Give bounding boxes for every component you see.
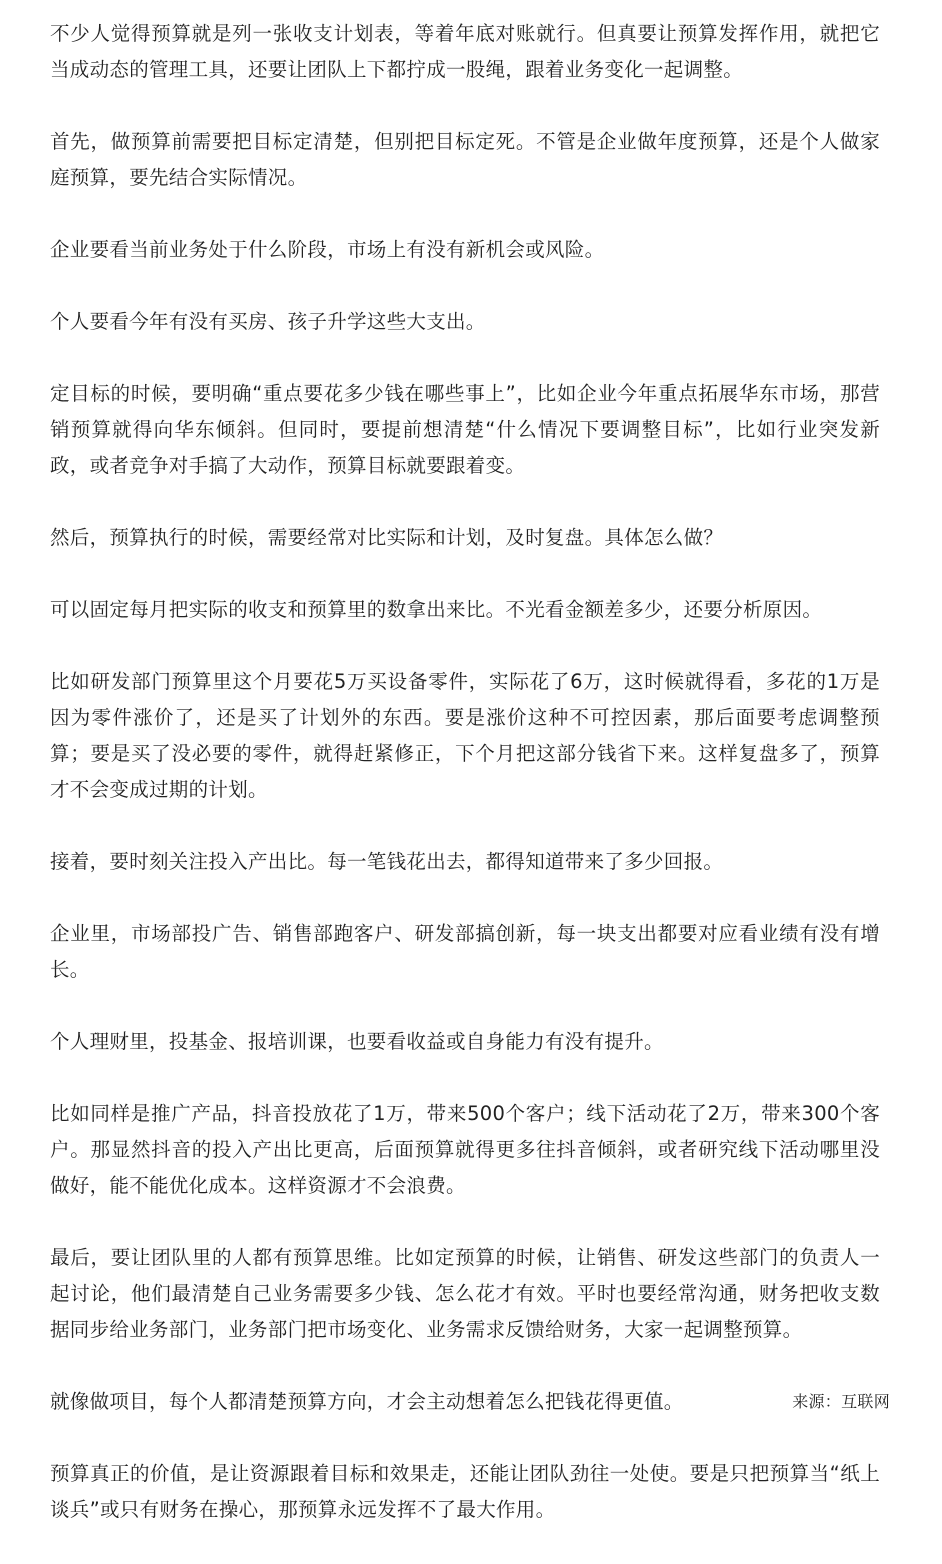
paragraph-1: 不少人觉得预算就是列一张收支计划表，等着年底对账就行。但真要让预算发挥作用，就把它当成动态的管理工具，还要让团队上下都拧成一股绳，跟着业务变化一起调整。 <box>50 22 880 81</box>
paragraph-12: 比如同样是推广产品，抖音投放花了1万，带来500个客户；线下活动花了2万，带来300个客户。那显然抖音的投入产出比更高，后面预算就得更多往抖音倾斜，或者研究线下活动哪里没做好，能不能优化成本。这样资源才不会浪费。 <box>50 1102 880 1197</box>
paragraph-9: 接着，要时刻关注投入产出比。每一笔钱花出去，都得知道带来了多少回报。 <box>50 850 724 873</box>
paragraph-11: 个人理财里，投基金、报培训课，也要看收益或自身能力有没有提升。 <box>50 1030 664 1053</box>
paragraph-14-row <box>50 1384 890 1420</box>
paragraph-2: 首先，做预算前需要把目标定清楚，但别把目标定死。不管是企业做年度预算，还是个人做家庭预算，要先结合实际情况。 <box>50 130 880 189</box>
paragraph-13: 最后，要让团队里的人都有预算思维。比如定预算的时候，让销售、研发这些部门的负责人一起讨论，他们最清楚自己业务需要多少钱、怎么花才有效。平时也要经常沟通，财务把收支数据同步给业务部门，业务部门把市场变化、业务需求反馈给财务，大家一起调整预算。 <box>50 1246 880 1341</box>
paragraph-5: 定目标的时候，要明确“重点要花多少钱在哪些事上”，比如企业今年重点拓展华东市场，那营销预算就得向华东倾斜。但同时，要提前想清楚“什么情况下要调整目标”，比如行业突发新政，或者竞争对手搞了大动作，预算目标就要跟着变。 <box>50 382 880 477</box>
paragraph-7: 可以固定每月把实际的收支和预算里的数拿出来比。不光看金额差多少，还要分析原因。 <box>50 598 823 621</box>
article-body <box>50 16 890 1564</box>
paragraph-10: 企业里，市场部投广告、销售部跑客户、研发部搞创新，每一块支出都要对应看业绩有没有增长。 <box>50 922 880 981</box>
paragraph-6: 然后，预算执行的时候，需要经常对比实际和计划，及时复盘。具体怎么做？ <box>50 526 724 549</box>
paragraph-15: 预算真正的价值，是让资源跟着目标和效果走，还能让团队劲往一处使。要是只把预算当“纸上谈兵”或只有财务在操心，那预算永远发挥不了最大作用。 <box>50 1462 880 1521</box>
paragraph-8: 比如研发部门预算里这个月要花5万买设备零件，实际花了6万，这时候就得看，多花的1万是因为零件涨价了，还是买了计划外的东西。要是涨价这种不可控因素，那后面要考虑调整预算；要是买了没必要的零件，就得赶紧修正，下个月把这部分钱省下来。这样复盘多了，预算才不会变成过期的计划。 <box>50 670 880 801</box>
paragraph-3: 企业要看当前业务处于什么阶段，市场上有没有新机会或风险。 <box>50 238 605 261</box>
source-label: 来源：互联网 <box>792 1392 890 1411</box>
paragraph-4: 个人要看今年有没有买房、孩子升学这些大支出。 <box>50 310 486 333</box>
paragraph-14: 就像做项目，每个人都清楚预算方向，才会主动想着怎么把钱花得更值。 <box>50 1390 684 1413</box>
